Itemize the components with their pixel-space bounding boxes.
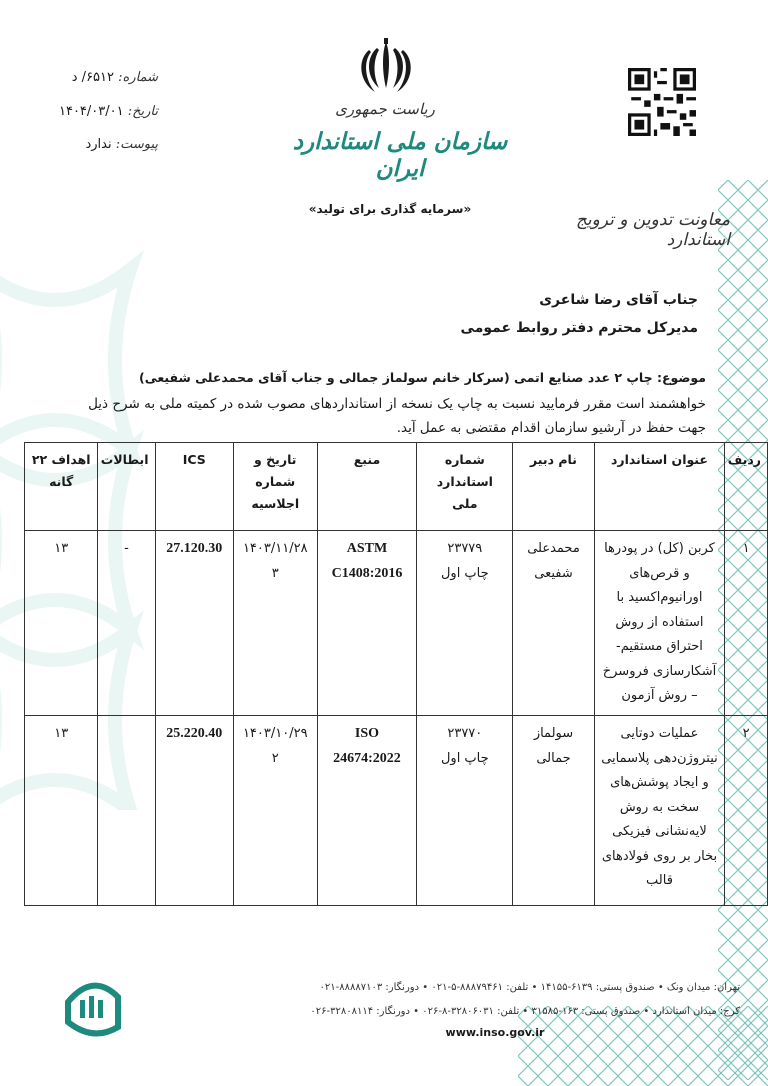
organization-name: سازمان ملی استاندارد ایران (292, 128, 508, 182)
presidency-label: ریاست جمهوری (335, 100, 435, 118)
national-number-value: ۲۳۷۷۰ (447, 726, 483, 741)
goals: ۱۳ (25, 716, 98, 906)
attachment-label: پیوست: (115, 137, 158, 152)
print-edition: چاپ اول (440, 750, 489, 766)
header-title: عنوان استاندارد (594, 443, 724, 531)
header-row-number: ردیف (725, 443, 768, 531)
table-header-row (25, 443, 768, 531)
letter-attachment (48, 137, 158, 152)
letter-subject: موضوع: چاپ ۲ عدد صنایع اتمی (سرکار خانم سولماز جمالی و جناب آقای محمدعلی شفیعی) (138, 370, 706, 385)
date-session (233, 716, 317, 906)
iran-emblem-icon (355, 38, 417, 98)
letter-date (48, 104, 158, 119)
ics-code: 27.120.30 (155, 531, 233, 716)
print-edition: چاپ اول (440, 565, 489, 581)
secretary-name: محمدعلی شفیعی (513, 531, 595, 716)
standard-title: کربن (کل) در پودرها و قرص‌های اورانیوم‌اکسید با استفاده از روش احتراق مستقیم- آشکارسازی فروسرخ – روش آزمون (594, 531, 724, 716)
source: ISO 24674:2022 (317, 716, 417, 906)
standard-title: عملیات دوتایی نیتروژن‌دهی پلاسمایی و ایجاد پوشش‌های سخت به روش لایه‌نشانی فیزیکی بخار بر روی فولادهای قالب (594, 716, 724, 906)
letter-number (48, 70, 158, 85)
website-link[interactable]: www.inso.gov.ir (445, 1026, 545, 1039)
source: ASTM C1408:2016 (317, 531, 417, 716)
number-label: شماره: (118, 70, 158, 85)
letter-body-line-1: خواهشمند است مقرر فرمایید نسبت به چاپ یک نسخه از استانداردهای مصوب شده در کمیته ملی به شرح ذیل (88, 396, 706, 412)
number-value: ۶۵۱۲/ د (71, 70, 115, 85)
session-number: ۲ (271, 750, 279, 766)
cancellations (98, 716, 155, 906)
table-row (25, 716, 768, 906)
date-session (233, 531, 317, 716)
footer-tehran: تهران: میدان ونک • صندوق پستی: ۶۱۳۹-۱۴۱۵۵ • تلفن: ۸۸۸۷۹۴۶۱-۵-۰۲۱ • دورنگار: ۸۸۸۸۷۱۰۳-۰۲۱ (319, 982, 740, 993)
row-number: ۱ (725, 531, 768, 716)
header-cancellations: ابطالات (98, 443, 155, 531)
national-number (417, 716, 513, 906)
letter-body-line-2: جهت حفظ در آرشیو سازمان اقدام مقتضی به عمل آید. (396, 420, 706, 436)
goals: ۱۳ (25, 531, 98, 716)
national-number-value: ۲۳۷۷۹ (447, 541, 483, 556)
header-ics: ICS (155, 443, 233, 531)
header-goals: اهداف ۲۲ گانه (25, 443, 98, 531)
recipient-name: جناب آقای رضا شاعری (539, 292, 698, 308)
slogan: «سرمایه گذاری برای تولید» (308, 202, 472, 216)
attachment-value: ندارد (85, 137, 112, 152)
session-date: ۱۴۰۳/۱۰/۲۹ (242, 726, 308, 741)
cancellations: - (98, 531, 155, 716)
secretary-name: سولماز جمالی (513, 716, 595, 906)
deputy-name: معاونت تدوین و ترویج استاندارد (575, 210, 730, 250)
header-date-session: تاریخ و شماره اجلاسیه (233, 443, 317, 531)
date-label: تاریخ: (127, 104, 158, 119)
bottom-pattern (518, 1006, 768, 1086)
header-source: منبع (317, 443, 417, 531)
inso-logo-icon (58, 972, 128, 1042)
standards-table (24, 442, 768, 906)
qr-code-icon (628, 68, 696, 136)
national-number (417, 531, 513, 716)
session-date: ۱۴۰۳/۱۱/۲۸ (242, 541, 308, 556)
footer-karaj: کرج: میدان استاندارد • صندوق پستی: ۱۶۳-۳۱۵۸۵ • تلفن: ۳۲۸۰۶۰۳۱-۸-۰۲۶ • دورنگار: ۳۲۸۰۸۱۱۴-۰۲۶ (310, 1006, 740, 1017)
date-value: ۱۴۰۴/۰۳/۰۱ (58, 104, 124, 119)
header-national-number: شماره استاندارد ملی (417, 443, 513, 531)
session-number: ۳ (271, 565, 279, 581)
recipient-position: مدیرکل محترم دفتر روابط عمومی (460, 320, 698, 336)
ics-code: 25.220.40 (155, 716, 233, 906)
table-row (25, 531, 768, 716)
row-number: ۲ (725, 716, 768, 906)
header-secretary: نام دبیر (513, 443, 595, 531)
